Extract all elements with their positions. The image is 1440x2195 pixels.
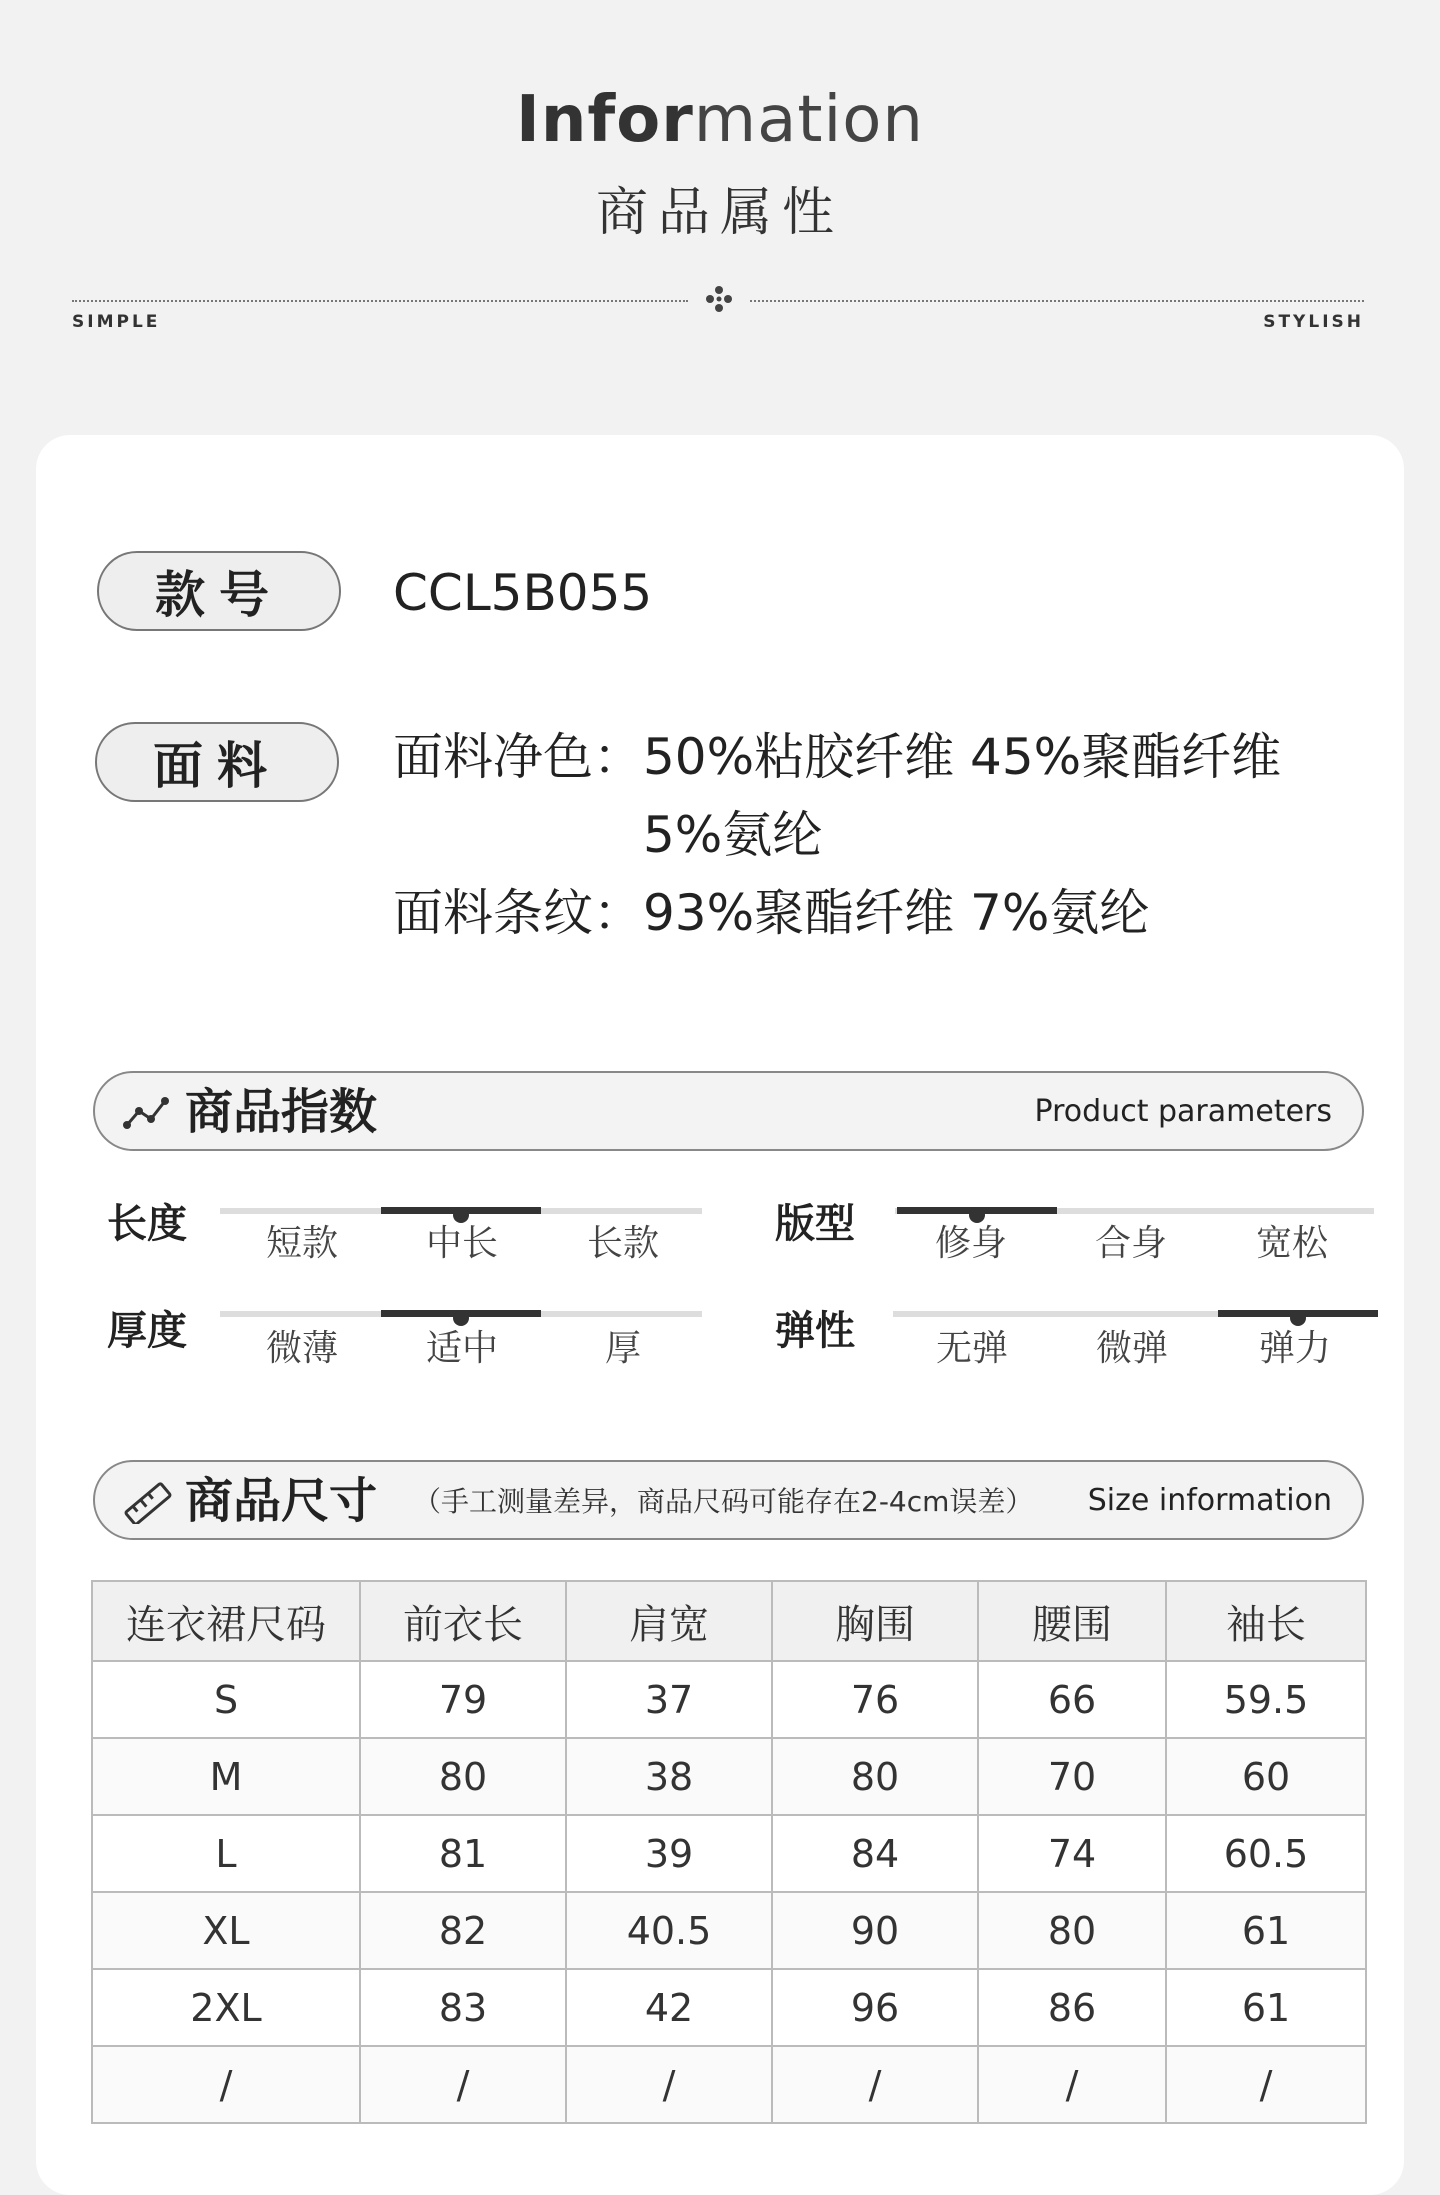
param-option: 微弹: [1095, 1328, 1168, 1369]
table-cell: L: [92, 1815, 360, 1892]
fabric-line-1: 面料净色：50%粘胶纤维 45%聚酯纤维: [393, 728, 1282, 786]
table-cell: /: [566, 2046, 772, 2123]
fabric-line-3: 面料条纹：93%聚酯纤维 7%氨纶: [393, 884, 1150, 942]
table-cell: XL: [92, 1892, 360, 1969]
table-row: [92, 1969, 1366, 2046]
param-option: 修身: [934, 1223, 1007, 1264]
param-option: 厚: [604, 1328, 641, 1369]
table-cell: 84: [772, 1815, 978, 1892]
table-cell: 40.5: [566, 1892, 772, 1969]
table-cell: 86: [978, 1969, 1166, 2046]
size-title: 商品尺寸: [185, 1473, 378, 1529]
params-banner: [93, 1071, 1364, 1151]
trend-line-icon: [123, 1093, 173, 1133]
table-cell: 59.5: [1166, 1661, 1366, 1738]
table-cell: 83: [360, 1969, 566, 2046]
table-cell: M: [92, 1738, 360, 1815]
param-indicator-thickness: [381, 1310, 541, 1317]
table-cell: 39: [566, 1815, 772, 1892]
table-cell: 2XL: [92, 1969, 360, 2046]
params-title: 商品指数: [185, 1084, 378, 1140]
size-english: Size information: [1087, 1483, 1332, 1518]
table-header-cell: 连衣裙尺码: [92, 1581, 360, 1661]
table-cell: 82: [360, 1892, 566, 1969]
table-cell: /: [92, 2046, 360, 2123]
table-cell: 61: [1166, 1969, 1366, 2046]
table-cell: /: [772, 2046, 978, 2123]
table-cell: 60: [1166, 1738, 1366, 1815]
table-cell: 90: [772, 1892, 978, 1969]
table-cell: S: [92, 1661, 360, 1738]
corner-right-text: STYLISH: [1263, 312, 1364, 332]
table-cell: 81: [360, 1815, 566, 1892]
table-cell: 60.5: [1166, 1815, 1366, 1892]
table-cell: /: [1166, 2046, 1366, 2123]
table-row: [92, 1815, 1366, 1892]
table-cell: 61: [1166, 1892, 1366, 1969]
title-light: mation: [693, 83, 924, 157]
table-cell: 37: [566, 1661, 772, 1738]
table-cell: 76: [772, 1661, 978, 1738]
table-cell: 66: [978, 1661, 1166, 1738]
param-track-length: [220, 1208, 702, 1214]
param-label-fit: 版型: [775, 1201, 855, 1247]
table-cell: 38: [566, 1738, 772, 1815]
corner-left-text: SIMPLE: [72, 312, 161, 332]
style-number-label: 款号: [97, 551, 341, 631]
table-header-cell: 胸围: [772, 1581, 978, 1661]
table-cell: 80: [360, 1738, 566, 1815]
param-option: 无弹: [935, 1328, 1008, 1369]
param-option: 宽松: [1255, 1223, 1328, 1264]
table-cell: /: [360, 2046, 566, 2123]
table-row: [92, 1661, 1366, 1738]
param-option: 中长: [425, 1223, 498, 1264]
param-track-fit: [895, 1208, 1374, 1214]
param-indicator-fit: [897, 1207, 1057, 1214]
param-option: 弹力: [1258, 1328, 1331, 1369]
page-subtitle: 商品属性: [595, 183, 844, 243]
param-option: 微薄: [265, 1328, 338, 1369]
table-cell: 42: [566, 1969, 772, 2046]
fabric-line-2: 5%氨纶: [643, 806, 823, 864]
size-note: （手工测量差异，商品尺码可能存在2-4cm误差）: [413, 1485, 1034, 1518]
table-cell: 70: [978, 1738, 1166, 1815]
divider-left: [72, 300, 688, 302]
param-label-length: 长度: [107, 1201, 187, 1247]
table-header-row: [92, 1581, 1366, 1661]
table-cell: 80: [978, 1892, 1166, 1969]
params-english: Product parameters: [1034, 1094, 1332, 1129]
param-label-thickness: 厚度: [107, 1308, 187, 1354]
param-option: 长款: [586, 1223, 659, 1264]
table-header-cell: 袖长: [1166, 1581, 1366, 1661]
table-header-cell: 肩宽: [566, 1581, 772, 1661]
table-cell: 74: [978, 1815, 1166, 1892]
style-number-value: CCL5B055: [393, 564, 653, 622]
table-cell: 80: [772, 1738, 978, 1815]
param-indicator-length: [381, 1207, 541, 1214]
divider-right: [750, 300, 1364, 302]
param-option: 短款: [265, 1223, 338, 1264]
size-banner: [93, 1460, 1364, 1540]
table-row: [92, 1738, 1366, 1815]
param-track-thickness: [220, 1311, 702, 1317]
table-row: [92, 1892, 1366, 1969]
size-table: [91, 1580, 1367, 2124]
table-cell: 79: [360, 1661, 566, 1738]
info-title: [0, 80, 1440, 160]
param-option: 合身: [1094, 1223, 1167, 1264]
table-cell: /: [978, 2046, 1166, 2123]
title-bold: Infor: [516, 83, 694, 157]
ruler-icon: [123, 1474, 173, 1524]
table-row: [92, 2046, 1366, 2123]
table-header-cell: 前衣长: [360, 1581, 566, 1661]
table-cell: 96: [772, 1969, 978, 2046]
table-header-cell: 腰围: [978, 1581, 1166, 1661]
param-label-elasticity: 弹性: [775, 1308, 855, 1354]
param-option: 适中: [425, 1328, 498, 1369]
ornament-icon: [704, 284, 734, 314]
fabric-label: 面料: [95, 722, 339, 802]
param-track-elasticity: [893, 1311, 1378, 1317]
param-indicator-elasticity: [1218, 1310, 1378, 1317]
